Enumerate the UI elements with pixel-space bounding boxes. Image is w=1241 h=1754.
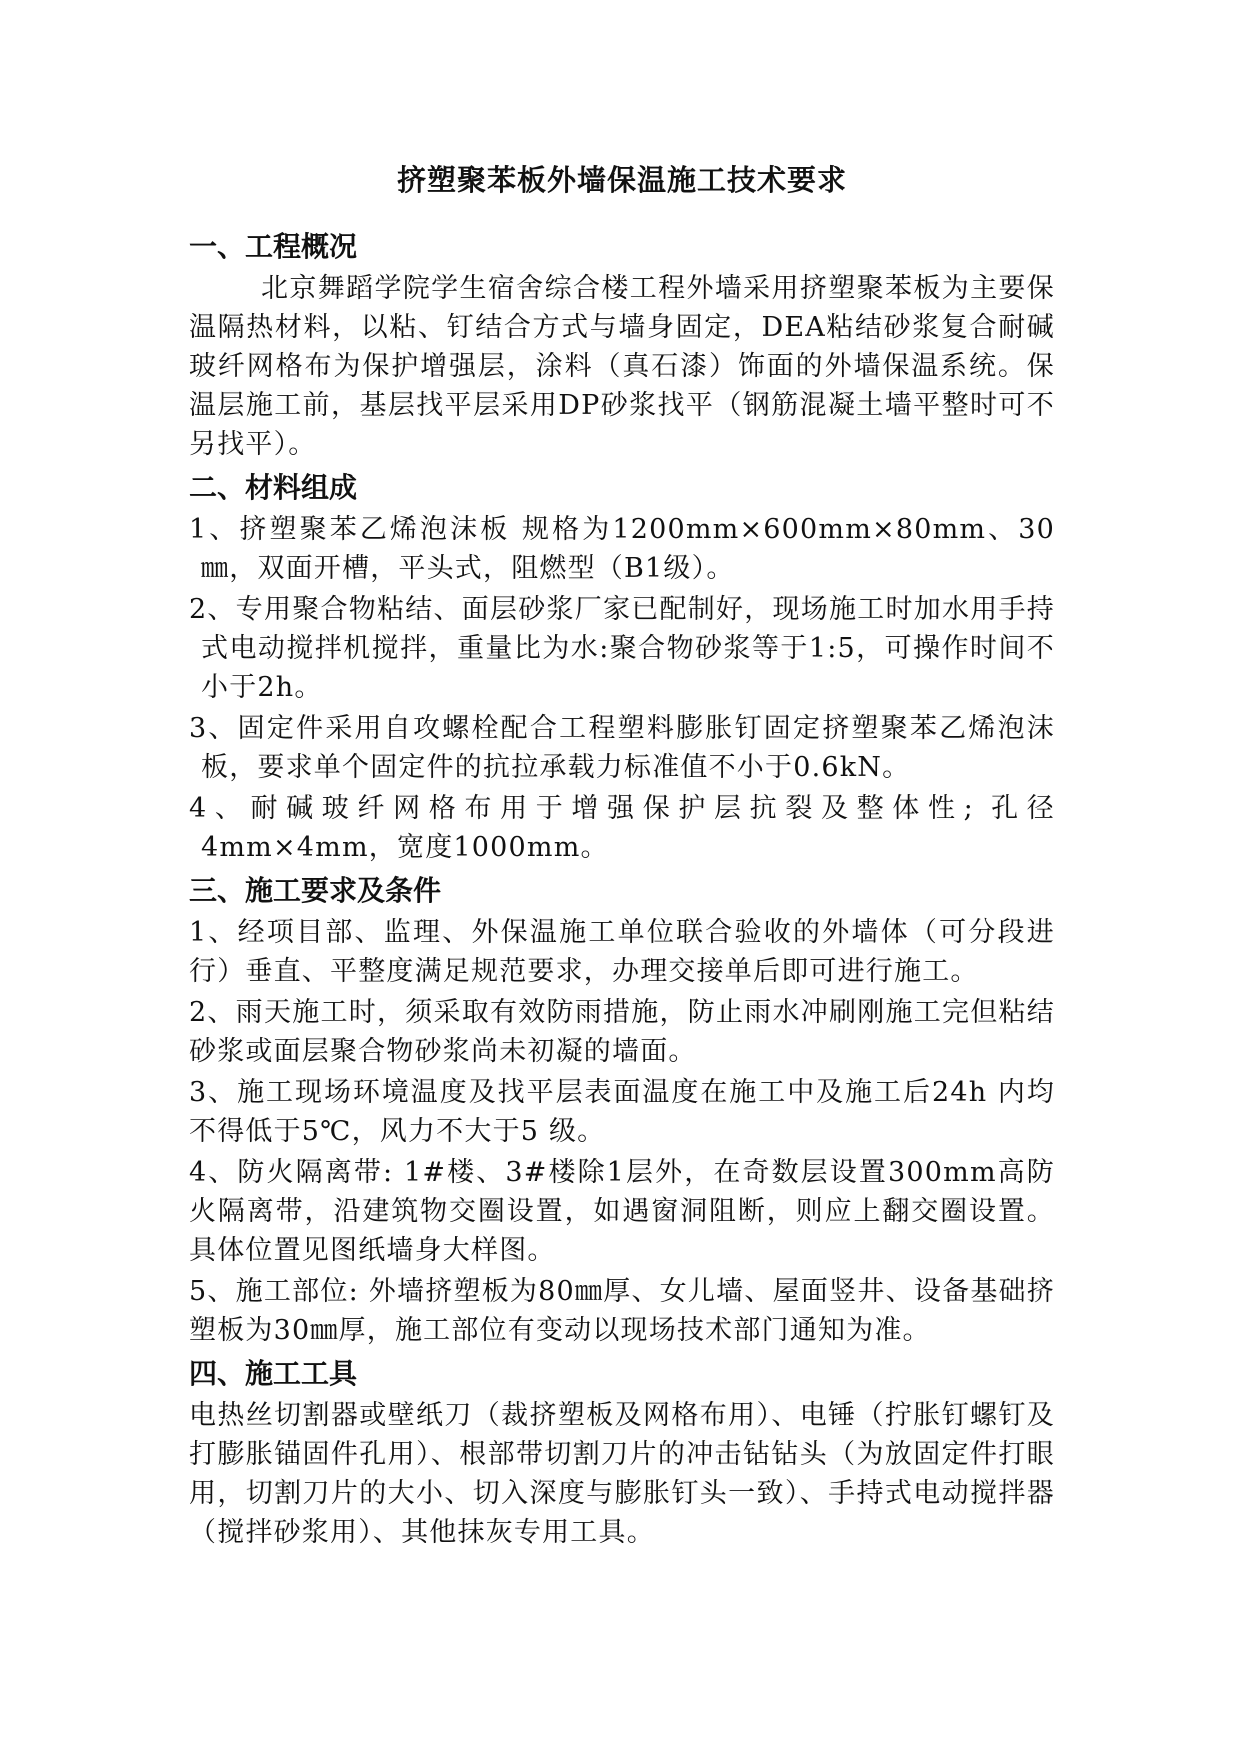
section-tools	[189, 1352, 1055, 1552]
list-item: 1、经项目部、监理、外保温施工单位联合验收的外墙体（可分段进行）垂直、平整度满足规范要求，办理交接单后即可进行施工。	[189, 917, 1055, 987]
section-heading: 四、施工工具	[189, 1357, 358, 1390]
list-item: 3、施工现场环境温度及找平层表面温度在施工中及施工后24h 内均不得低于5℃，风力不大于5 级。	[189, 1077, 1055, 1147]
list-item: 1、挤塑聚苯乙烯泡沫板 规格为1200mm×600mm×80mm、30㎜，双面开槽，平头式，阻燃型（B1级）。	[189, 514, 1055, 584]
list-item: 4、耐碱玻纤网格布用于增强保护层抗裂及整体性; 孔径4mm×4mm，宽度1000mm。	[189, 793, 1055, 863]
list-item: 3、固定件采用自攻螺栓配合工程塑料膨胀钉固定挤塑聚苯乙烯泡沫板，要求单个固定件的抗拉承载力标准值不小于0.6kN。	[189, 713, 1055, 783]
paragraph: 电热丝切割器或壁纸刀（裁挤塑板及网格布用）、电锤（拧胀钉螺钉及打膨胀锚固件孔用）、根部带切割刀片的冲击钻钻头（为放固定件打眼用，切割刀片的大小、切入深度与膨胀钉头一致）、手持式电动搅拌器（搅拌砂浆用）、其他抹灰专用工具。	[189, 1400, 1055, 1548]
section-requirements	[189, 869, 1055, 1350]
paragraph: 北京舞蹈学院学生宿舍综合楼工程外墙采用挤塑聚苯板为主要保温隔热材料，以粘、钉结合方式与墙身固定，DEA粘结砂浆复合耐碱玻纤网格布为保护增强层，涂料（真石漆）饰面的外墙保温系统。保温层施工前，基层找平层采用DP砂浆找平（钢筋混凝土墙平整时可不另找平）。	[189, 273, 1055, 460]
document-title: 挤塑聚苯板外墙保温施工技术要求	[396, 163, 847, 197]
list-item: 2、雨天施工时，须采取有效防雨措施，防止雨水冲刷刚施工完但粘结砂浆或面层聚合物砂浆尚未初凝的墙面。	[189, 997, 1055, 1067]
section-project-overview	[189, 225, 1055, 464]
document-page	[189, 158, 1055, 1554]
section-heading: 一、工程概况	[189, 230, 358, 263]
section-heading: 三、施工要求及条件	[189, 874, 442, 907]
section-heading: 二、材料组成	[189, 471, 358, 504]
list-item: 2、专用聚合物粘结、面层砂浆厂家已配制好，现场施工时加水用手持式电动搅拌机搅拌，重量比为水:聚合物砂浆等于1:5，可操作时间不小于2h。	[189, 594, 1055, 703]
section-materials	[189, 466, 1055, 867]
list-item: 4、防火隔离带: 1#楼、3#楼除1层外，在奇数层设置300mm高防火隔离带，沿建筑物交圈设置，如遇窗洞阻断，则应上翻交圈设置。具体位置见图纸墙身大样图。	[189, 1157, 1055, 1266]
list-item: 5、施工部位: 外墙挤塑板为80㎜厚、女儿墙、屋面竖井、设备基础挤塑板为30㎜厚，施工部位有变动以现场技术部门通知为准。	[189, 1276, 1055, 1346]
